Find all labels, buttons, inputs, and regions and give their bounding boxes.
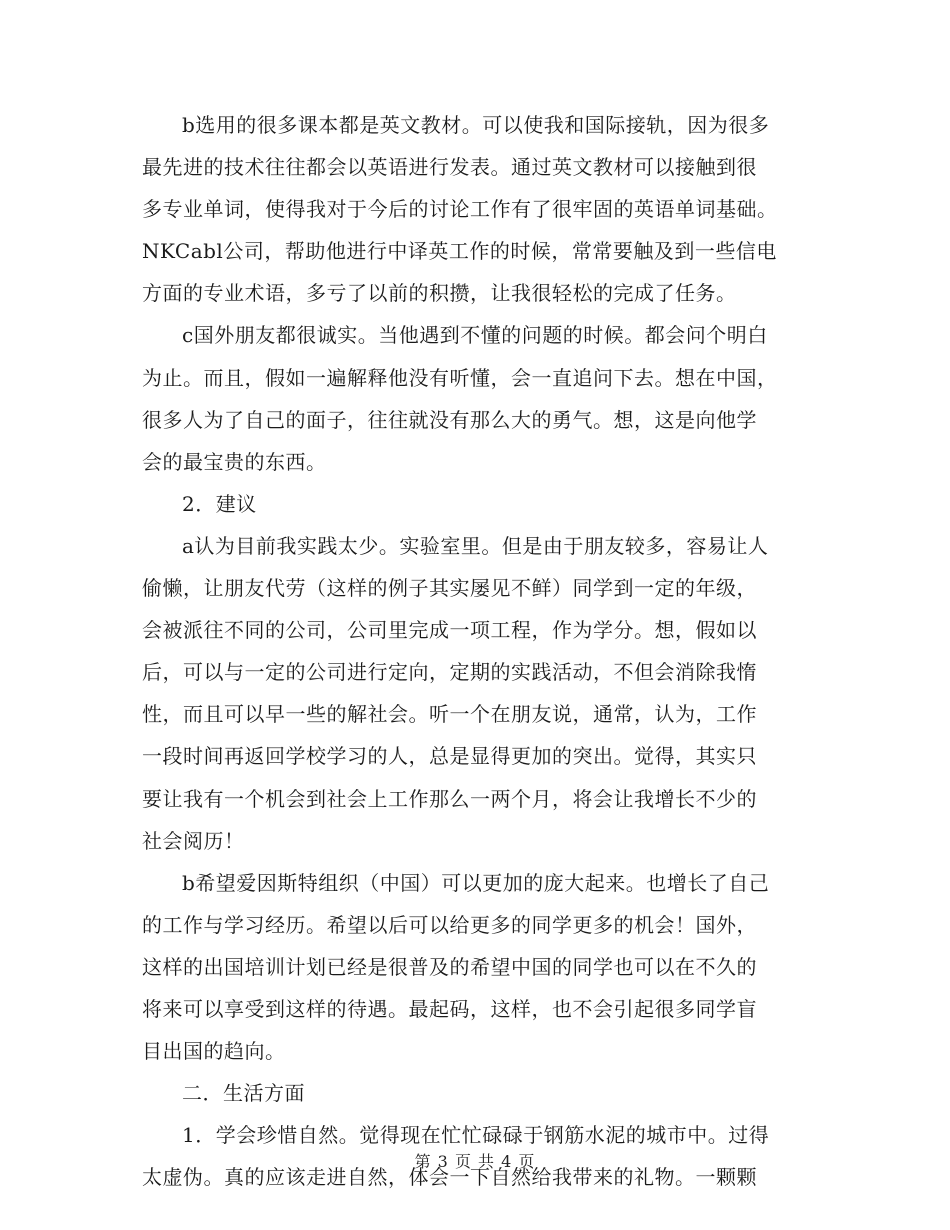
text-line: 将来可以享受到这样的待遇。最起码，这样，也不会引起很多同学盲 (142, 996, 757, 1021)
section-heading: 二．生活方面 (182, 1081, 305, 1106)
text-line: 性，而且可以早一些的解社会。听一个在朋友说，通常，认为，工作 (142, 702, 757, 727)
text-line: NKCabl公司，帮助他进行中译英工作的时候，常常要触及到一些信电 (142, 239, 777, 264)
text-line: a认为目前我实践太少。实验室里。但是由于朋友较多，容易让人 (182, 533, 769, 558)
text-line: 会的最宝贵的东西。 (142, 449, 327, 474)
text-line: c国外朋友都很诚实。当他遇到不懂的问题的时候。都会问个明白 (182, 323, 768, 348)
text-line: 这样的出国培训计划已经是很普及的希望中国的同学也可以在不久的 (142, 954, 757, 979)
text-line: 太虚伪。真的应该走进自然，体会一下自然给我带来的礼物。一颗颗 (142, 1165, 757, 1190)
text-line: 1．学会珍惜自然。觉得现在忙忙碌碌于钢筋水泥的城市中。过得 (182, 1123, 770, 1148)
text-line: 后，可以与一定的公司进行定向，定期的实践活动，不但会消除我惰 (142, 660, 757, 685)
section-heading: 2．建议 (182, 491, 257, 516)
text-line: b选用的很多课本都是英文教材。可以使我和国际接轨，因为很多 (182, 113, 770, 137)
text-line: b希望爱因斯特组织（中国）可以更加的庞大起来。也增长了自己 (182, 870, 770, 895)
text-line: 方面的专业术语，多亏了以前的积攒，让我很轻松的完成了任务。 (142, 281, 737, 306)
text-line: 的工作与学习经历。希望以后可以给更多的同学更多的机会！国外， (142, 912, 757, 937)
text-line: 社会阅历！ (142, 828, 245, 853)
text-line: 很多人为了自己的面子，往往就没有那么大的勇气。想，这是向他学 (142, 407, 757, 432)
text-line: 一段时间再返回学校学习的人，总是显得更加的突出。觉得，其实只 (142, 744, 757, 769)
body-text (142, 104, 812, 1198)
text-line: 偷懒，让朋友代劳（这样的例子其实屡见不鲜）同学到一定的年级， (142, 576, 757, 601)
page-number-footer: 第 3 页 共 4 页 (414, 1152, 536, 1171)
text-line: 会被派往不同的公司，公司里完成一项工程，作为学分。想，假如以 (142, 618, 757, 643)
text-line: 多专业单词，使得我对于今后的讨论工作有了很牢固的英语单词基础。 (142, 197, 778, 222)
text-line: 最先进的技术往往都会以英语进行发表。通过英文教材可以接触到很 (142, 155, 757, 180)
text-line: 为止。而且，假如一遍解释他没有听懂，会一直追问下去。想在中国， (142, 365, 778, 390)
text-line: 目出国的趋向。 (142, 1039, 286, 1064)
text-line: 要让我有一个机会到社会上工作那么一两个月，将会让我增长不少的 (142, 786, 757, 811)
